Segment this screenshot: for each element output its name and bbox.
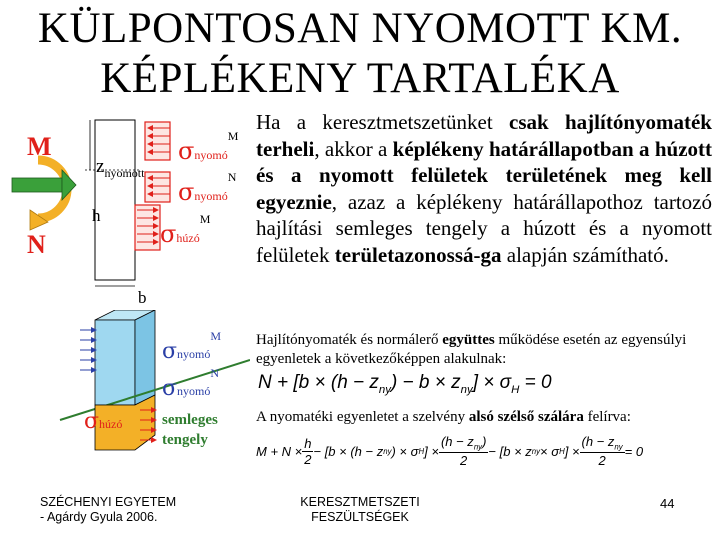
axial-force-label: N [27,230,46,259]
sigma-subscript: nyomó [194,148,228,162]
fraction-denominator: 2 [598,452,606,468]
eq-run: ) − b × z [390,372,461,393]
sigma-symbol: σ [162,376,178,401]
b-dimension-label: b [138,288,147,307]
text-run: alapján számítható. [501,242,669,267]
tension-stress-block [135,205,160,250]
fraction [439,434,488,468]
fraction-numerator [580,434,625,453]
axial-force-arrow [12,178,62,192]
eq-run: − [b × (h − z [313,443,384,459]
z-dimension-label [96,156,144,181]
sigma-superscript: M [227,129,239,143]
eq-sub: ny [378,383,391,396]
eq-run: − [b × z [488,443,532,459]
footer-university: SZÉCHENYI EGYETEM [40,495,177,509]
sigma-subscript: húzó [176,231,200,245]
text-run: , akkor a [314,136,393,161]
axial-compression-block [145,172,170,202]
moment-paragraph [256,408,706,427]
main-paragraph [256,109,712,268]
eq-run: N + [b × (h − z [258,372,379,393]
sigma-subscript: húzó [99,417,123,431]
sigma-compression-N [178,170,237,207]
moment-label: M [27,132,52,161]
sigma-symbol: σ [162,339,178,364]
sigma-superscript: M [210,328,222,343]
eq-run: = 0 [624,443,644,459]
text-run-bold: együttes [442,332,495,348]
fraction-denominator: 2 [460,452,468,468]
text-run: , azaz a képlékeny határállapothoz tartozó hajlítási semleges tengely a húzott és a nyomott felületek [256,189,712,267]
text-run: Ha a keresztmetszetünket [256,110,509,134]
text-run-bold: képlékeny határállapotban a húzott és a nyomott felületek területének meg kell egyeznie [256,136,713,214]
eq-run: ) [482,434,487,450]
sigma-compression-M [178,129,239,166]
sigma-subscript: nyomó [194,189,228,203]
eq-run: × σ [540,443,560,459]
text-run-bold: csak hajlítónyomaték terheli [256,110,712,161]
eq-sub: H [418,446,425,456]
eq-sub: H [559,446,565,456]
section-box-front [95,320,135,405]
eq-run: ) × σ [391,443,419,459]
text-run: működése esetén az egyensúlyi egyenletek a következőképpen alakulnak: [256,332,687,367]
z-subscript: nyomott [104,165,145,180]
eq-sub: ny [383,446,392,456]
eq-run: ] × σ [472,372,512,393]
eq-run: = 0 [519,372,552,393]
lower-sigma-compression-N [162,365,220,401]
sigma-subscript: nyomó [177,384,211,398]
eq-sub: ny [460,383,473,396]
fraction [580,434,625,468]
footer-topic-line-2: FESZÜLTSÉGEK [311,510,409,524]
sigma-superscript: N [210,365,220,380]
footer-center [290,495,430,525]
fraction-denominator: 2 [304,451,312,467]
eq-run: z [607,434,615,450]
eq-sub: ny [473,442,483,452]
eq-sub: ny [531,446,541,456]
eq-run: (h − z [440,434,474,450]
footer-left [40,495,176,525]
text-run: Hajlítónyomaték és normálerő [256,332,443,348]
lower-sigma-compression-M [162,328,222,364]
eq-sub: H [511,383,520,396]
eq-run: ] × [564,443,580,459]
cross-section-outline [95,120,135,280]
lower-sigma-tension [84,408,122,434]
sigma-superscript: M [199,212,211,226]
text-run: A nyomatéki egyenletet a szelvény [256,409,469,425]
eq-sub: ny [614,442,623,452]
sigma-subscript: nyomó [177,347,211,361]
sigma-symbol: σ [178,178,195,206]
footer-topic-line-1: KERESZTMETSZETI [300,495,420,509]
page-number: 44 [660,496,675,511]
sigma-symbol: σ [84,409,100,434]
neutral-axis-label: semleges tengely [162,412,218,448]
moment-equation [256,433,716,469]
z-symbol: z [96,156,105,177]
equilibrium-paragraph [256,331,706,369]
title-line-1: KÜLPONTOSAN NYOMOTT KM. [37,5,683,52]
slide-title [0,4,720,104]
fraction [302,436,313,467]
eq-run: ] × [424,443,439,459]
sigma-tension-M [160,212,211,249]
title-line-2: KÉPLÉKENY TARTALÉKA [100,55,620,102]
text-run-bold: alsó szélső szálára [468,409,584,425]
eq-run: (h − [581,434,608,450]
force-equilibrium-equation [258,372,552,396]
fraction-numerator: h [304,435,312,451]
sigma-superscript: N [227,170,237,184]
eq-run: M + N × [256,443,303,459]
sigma-symbol: σ [160,220,177,248]
sigma-symbol: σ [178,137,195,165]
h-dimension-label: h [92,206,101,225]
text-run-bold: területazonossá-ga [334,242,502,267]
footer-author: - Agárdy Gyula 2006. [40,510,158,524]
fraction-numerator [439,434,488,453]
text-run: felírva: [583,409,631,425]
